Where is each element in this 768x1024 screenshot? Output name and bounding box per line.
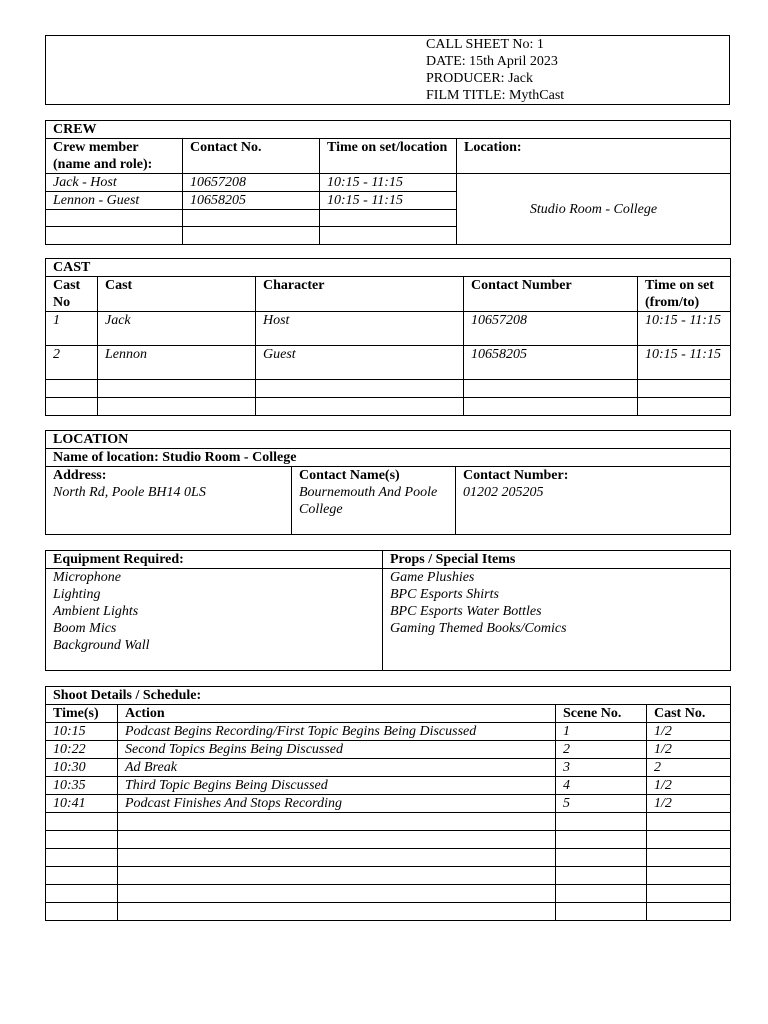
schedule-time: 10:35: [46, 777, 118, 795]
schedule-row-empty: [46, 903, 731, 921]
schedule-action: Third Topic Begins Being Discussed: [118, 777, 556, 795]
schedule-col-action: Action: [118, 705, 556, 723]
schedule-scene: 3: [556, 759, 647, 777]
crew-title: CREW: [46, 121, 731, 139]
cast-col-cast: Cast: [98, 277, 256, 312]
crew-col-contact: Contact No.: [183, 139, 320, 174]
crew-location-value: Studio Room - College: [457, 174, 731, 245]
cast-title: CAST: [46, 259, 731, 277]
cast-contact: 10657208: [464, 312, 638, 346]
contact-number-label: Contact Number:: [463, 468, 569, 483]
location-title: LOCATION: [46, 431, 731, 449]
address-value: North Rd, Poole BH14 0LS: [53, 485, 206, 500]
contact-number-cell: [456, 467, 731, 535]
equipment-item: Lighting: [53, 587, 101, 602]
props-item: Gaming Themed Books/Comics: [390, 621, 567, 636]
schedule-action: Ad Break: [118, 759, 556, 777]
cast-col-no: Cast No: [46, 277, 98, 312]
equipment-label: Equipment Required:: [46, 551, 383, 569]
schedule-row: [46, 795, 731, 813]
equipment-props-table: [45, 550, 731, 671]
cast-name: Jack: [98, 312, 256, 346]
schedule-action: Podcast Begins Recording/First Topic Begins Being Discussed: [118, 723, 556, 741]
address-label: Address:: [53, 468, 107, 483]
schedule-scene: 2: [556, 741, 647, 759]
schedule-action: Second Topics Begins Being Discussed: [118, 741, 556, 759]
crew-contact: 10658205: [183, 192, 320, 210]
cast-character: Host: [256, 312, 464, 346]
cast-no: 2: [46, 346, 98, 380]
schedule-cast: 1/2: [647, 777, 731, 795]
props-item: BPC Esports Shirts: [390, 587, 499, 602]
schedule-row: [46, 741, 731, 759]
crew-col-location: Location:: [457, 139, 731, 174]
cast-row: [46, 312, 731, 346]
film-title: FILM TITLE: MythCast: [426, 88, 565, 103]
location-table: [45, 430, 731, 535]
crew-row: [46, 174, 731, 192]
cast-row-empty: [46, 380, 731, 398]
call-sheet-number: CALL SHEET No: 1: [426, 37, 544, 52]
crew-member: Lennon - Guest: [46, 192, 183, 210]
schedule-cast: 1/2: [647, 723, 731, 741]
cast-table: [45, 258, 731, 416]
producer: PRODUCER: Jack: [426, 71, 533, 86]
crew-col-time: Time on set/location: [320, 139, 457, 174]
cast-col-character: Character: [256, 277, 464, 312]
schedule-col-cast: Cast No.: [647, 705, 731, 723]
schedule-row-empty: [46, 813, 731, 831]
location-name: Name of location: Studio Room - College: [46, 449, 731, 467]
equipment-item: Microphone: [53, 570, 121, 585]
schedule-row-empty: [46, 867, 731, 885]
schedule-time: 10:15: [46, 723, 118, 741]
schedule-scene: 1: [556, 723, 647, 741]
schedule-row: [46, 723, 731, 741]
schedule-action: Podcast Finishes And Stops Recording: [118, 795, 556, 813]
address-cell: [46, 467, 292, 535]
cast-row-empty: [46, 398, 731, 416]
props-label: Props / Special Items: [383, 551, 731, 569]
schedule-row-empty: [46, 831, 731, 849]
cast-name: Lennon: [98, 346, 256, 380]
equipment-item: Background Wall: [53, 638, 150, 653]
schedule-row: [46, 777, 731, 795]
contact-name-label: Contact Name(s): [299, 468, 400, 483]
equipment-item: Ambient Lights: [53, 604, 139, 619]
header-info: [46, 36, 730, 105]
cast-col-contact: Contact Number: [464, 277, 638, 312]
schedule-row-empty: [46, 849, 731, 867]
schedule-cast: 2: [647, 759, 731, 777]
cast-row: [46, 346, 731, 380]
schedule-cast: 1/2: [647, 741, 731, 759]
contact-number-value: 01202 205205: [463, 485, 544, 500]
crew-col-member: Crew member (name and role):: [46, 139, 183, 174]
schedule-scene: 5: [556, 795, 647, 813]
cast-time: 10:15 - 11:15: [638, 312, 731, 346]
cast-time: 10:15 - 11:15: [638, 346, 731, 380]
equipment-item: Boom Mics: [53, 621, 117, 636]
date: DATE: 15th April 2023: [426, 54, 558, 69]
crew-table: [45, 120, 731, 245]
header-table: [45, 35, 730, 105]
schedule-scene: 4: [556, 777, 647, 795]
schedule-time: 10:22: [46, 741, 118, 759]
schedule-row: [46, 759, 731, 777]
crew-member: Jack - Host: [46, 174, 183, 192]
props-item: BPC Esports Water Bottles: [390, 604, 542, 619]
contact-name-value: Bournemouth And Poole College: [299, 485, 438, 517]
schedule-time: 10:41: [46, 795, 118, 813]
crew-time: 10:15 - 11:15: [320, 174, 457, 192]
crew-time: 10:15 - 11:15: [320, 192, 457, 210]
schedule-col-time: Time(s): [46, 705, 118, 723]
crew-contact: 10657208: [183, 174, 320, 192]
props-list: [383, 569, 731, 671]
contact-name-cell: [292, 467, 456, 535]
schedule-title: Shoot Details / Schedule:: [46, 687, 731, 705]
props-item: Game Plushies: [390, 570, 475, 585]
equipment-list: [46, 569, 383, 671]
cast-character: Guest: [256, 346, 464, 380]
schedule-col-scene: Scene No.: [556, 705, 647, 723]
cast-contact: 10658205: [464, 346, 638, 380]
schedule-cast: 1/2: [647, 795, 731, 813]
schedule-table: [45, 686, 731, 921]
cast-col-time: Time on set (from/to): [638, 277, 731, 312]
cast-no: 1: [46, 312, 98, 346]
schedule-row-empty: [46, 885, 731, 903]
schedule-time: 10:30: [46, 759, 118, 777]
